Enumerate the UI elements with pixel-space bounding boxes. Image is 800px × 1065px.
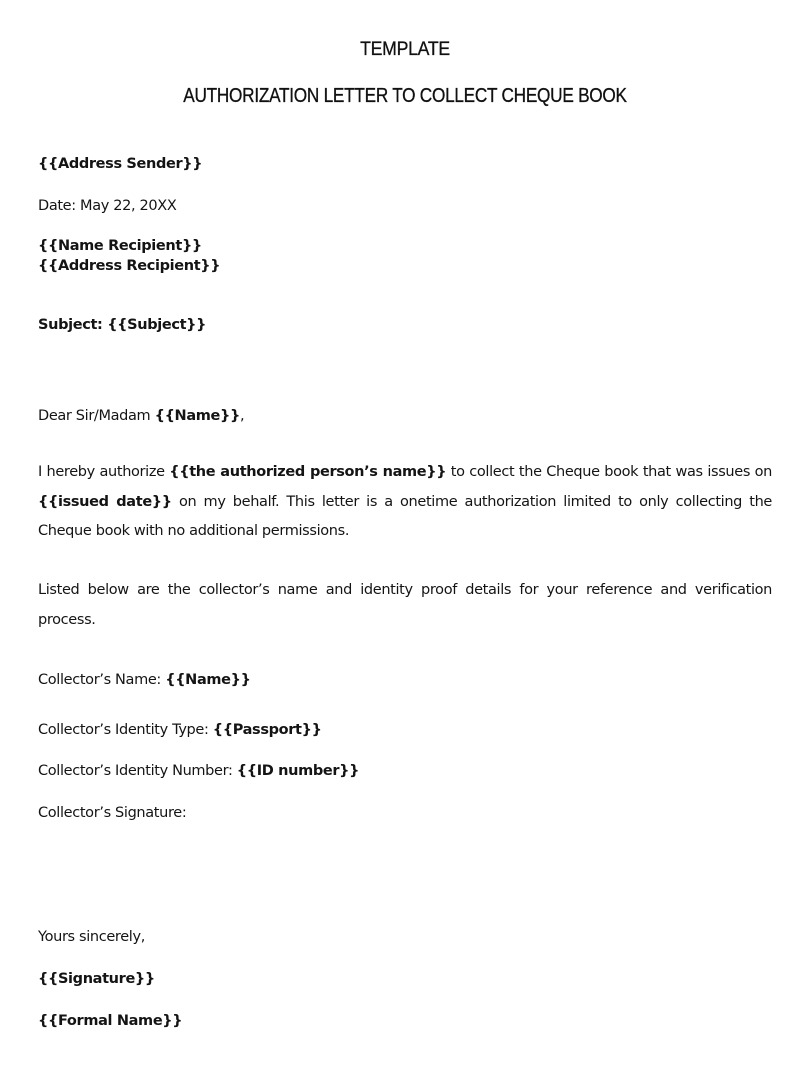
collector-identity-type-label: Collector’s Identity Type:	[38, 722, 213, 738]
paragraph-text: Listed below are the collector’s name and identity proof details for your reference and verification	[38, 582, 772, 598]
salutation-name: {{Name}}	[154, 408, 240, 424]
signature-placeholder: {{Signature}}	[38, 971, 155, 987]
subject-line	[38, 317, 206, 333]
collector-signature-label: Collector’s Signature:	[38, 805, 187, 821]
collector-identity-number-value: {{ID number}}	[236, 763, 360, 779]
collector-identity-number-line	[38, 763, 359, 779]
paragraph-line	[38, 488, 772, 518]
paragraph-text: to collect the Cheque book that was issues on	[446, 464, 772, 480]
letter-date: Date: May 22, 20XX	[38, 198, 177, 214]
paragraph-text: I hereby authorize	[38, 464, 170, 480]
formal-name-placeholder: {{Formal Name}}	[38, 1013, 183, 1029]
paragraph-line	[38, 576, 772, 606]
paragraph-text: on my behalf. This letter is a onetime authorization limited to only collecting the	[171, 493, 772, 510]
collector-name-value: {{Name}}	[165, 672, 251, 688]
document-heading: TEMPLATE	[360, 39, 450, 60]
salutation	[38, 408, 244, 424]
collector-details-paragraph	[38, 576, 772, 635]
collector-identity-type-value: {{Passport}}	[212, 722, 322, 738]
salutation-comma: ,	[239, 408, 245, 424]
document-title: AUTHORIZATION LETTER TO COLLECT CHEQUE BOOK	[183, 85, 627, 107]
recipient-address: {{Address Recipient}}	[38, 258, 221, 274]
authorization-paragraph	[38, 458, 772, 547]
collector-name-line	[38, 672, 251, 688]
closing: Yours sincerely,	[38, 929, 145, 945]
paragraph-line	[38, 458, 772, 488]
salutation-text: Dear Sir/Madam	[38, 408, 155, 424]
sender-address: {{Address Sender}}	[38, 156, 203, 172]
paragraph-text: Cheque book with no additional permissions.	[38, 523, 350, 539]
paragraph-line	[38, 606, 772, 636]
collector-name-label: Collector’s Name:	[38, 672, 166, 688]
paragraph-text: process.	[38, 611, 96, 628]
subject-value: {{Subject}}	[107, 317, 207, 333]
paragraph-line	[38, 517, 772, 547]
collector-identity-number-label: Collector’s Identity Number:	[38, 763, 237, 779]
recipient-name: {{Name Recipient}}	[38, 238, 202, 254]
collector-identity-type-line	[38, 722, 322, 738]
authorized-person-placeholder: {{the authorized person’s name}}	[169, 464, 447, 480]
issued-date-placeholder: {{issued date}}	[38, 493, 172, 510]
subject-label: Subject:	[38, 317, 108, 333]
